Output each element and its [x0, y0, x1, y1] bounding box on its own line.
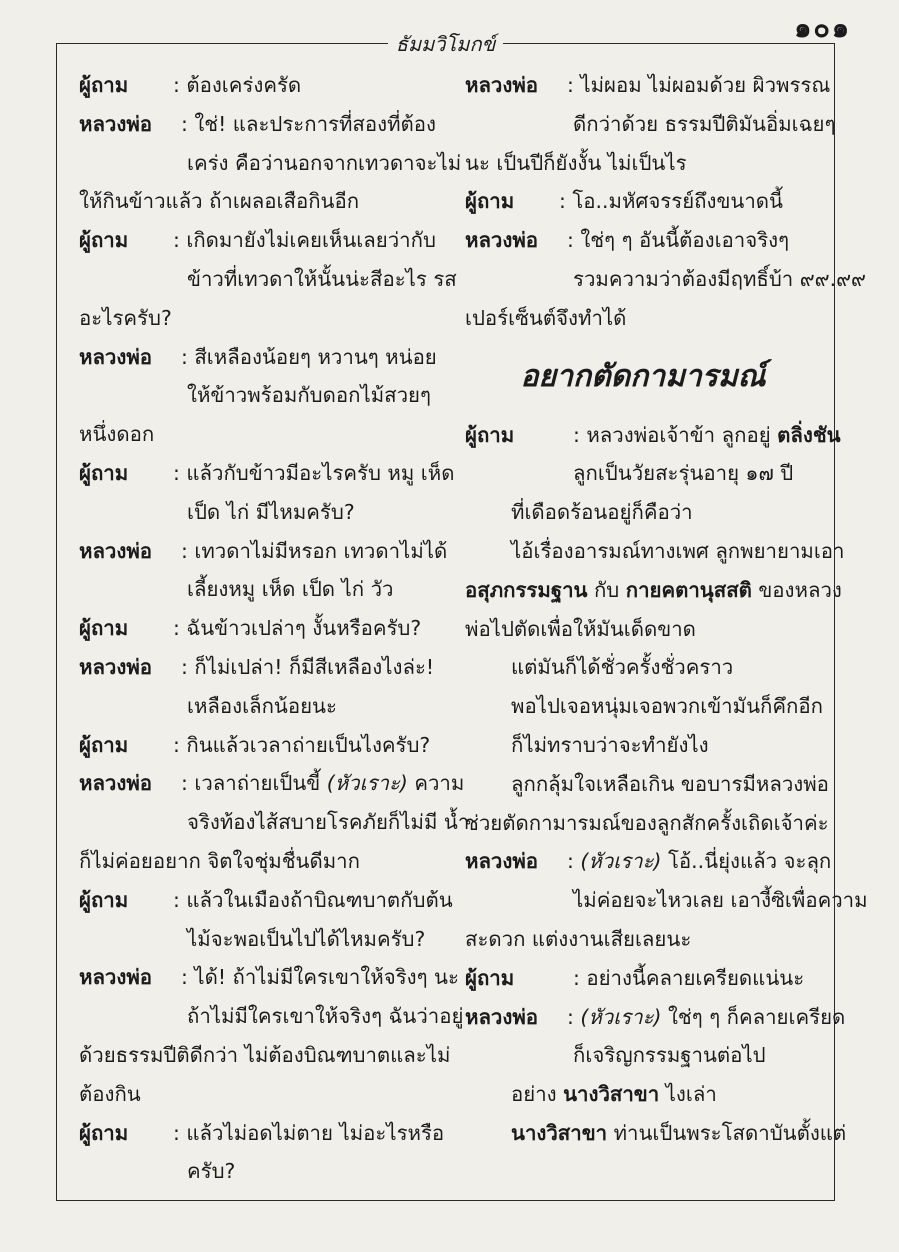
- text-line: [79, 532, 448, 571]
- text-line: [79, 1152, 435, 1191]
- text-line: [465, 648, 821, 687]
- right-column: [465, 66, 868, 1153]
- text-segment: : ใช่ๆ ๆ อันนี้ต้องเอาจริงๆ: [567, 228, 790, 253]
- page-number: ๑๐๑: [794, 13, 851, 44]
- text-segment: : ใช่! และประการที่สองที่ต้อง: [181, 111, 436, 136]
- text-segment: : ก็ไม่เปล่า! ก็มีสีเหลืองไงล่ะ!: [181, 654, 435, 679]
- text-segment: เลี้ยงหมู เห็ด เป็ด ไก่ วัว: [187, 577, 394, 602]
- text-segment: : ต้องเคร่งครัด: [173, 73, 302, 97]
- speaker-label: หลวงพ่อ: [79, 344, 153, 369]
- text-line: [79, 454, 455, 493]
- text-segment: ให้ข้าวพร้อมกับดอกไม้สวยๆ: [187, 383, 431, 408]
- speaker-label: หลวงพ่อ: [79, 111, 153, 136]
- text-segment: : สีเหลืองน้อยๆ หวานๆ หน่อย: [181, 344, 437, 369]
- text-line: [465, 804, 829, 843]
- text-segment: ใช่ๆ ๆ ก็คลายเครียด: [661, 1004, 846, 1029]
- speaker-label: หลวงพ่อ: [79, 771, 153, 796]
- text-line: [79, 299, 435, 338]
- text-segment: ข้าวที่เทวดาให้นั้นน่ะสีอะไร รส: [187, 266, 457, 291]
- text-line: [465, 765, 829, 804]
- text-line: [79, 1075, 435, 1114]
- text-line: [465, 532, 845, 571]
- speaker-label: ผู้ถาม: [79, 1120, 129, 1145]
- speaker-label: ผู้ถาม: [465, 422, 515, 447]
- speaker-label: หลวงพ่อ: [79, 965, 153, 990]
- text-segment: : ได้! ถ้าไม่มีใครเขาให้จริงๆ นะ: [181, 965, 459, 990]
- text-segment: :: [567, 849, 581, 874]
- text-segment: ด้วยธรรมปีติดีกว่า ไม่ต้องบิณฑบาตและไม่: [79, 1042, 451, 1067]
- text-segment: ไม่ค่อยจะไหวเลย เอางี้ซิเพื่อความ: [573, 888, 868, 913]
- text-segment: เป็ด ไก่ มีไหมครับ?: [187, 499, 355, 524]
- text-line: [465, 260, 866, 299]
- text-line: [79, 997, 464, 1036]
- speaker-label: ผู้ถาม: [465, 965, 515, 990]
- text-segment: สะดวก แต่งงานเสียเลยนะ: [465, 926, 692, 951]
- text-segment: : แล้วในเมืองถ้าบิณฑบาตกับต้น: [173, 887, 453, 912]
- text-line: [79, 1036, 451, 1075]
- page-frame: [56, 32, 868, 1201]
- text-line: [465, 842, 832, 881]
- text-line: [79, 609, 435, 648]
- text-segment: กับ: [587, 577, 626, 602]
- speaker-label: ผู้ถาม: [79, 887, 129, 912]
- running-head-text: ธัมมวิโมกข์: [388, 32, 504, 56]
- text-segment: รวมความว่าต้องมีฤทธิ์บ้า ๙๙.๙๙: [573, 266, 866, 291]
- text-segment: หนึ่งดอก: [79, 422, 155, 447]
- text-segment: ให้กินข้าวแล้ว ถ้าเผลอเสือกินอีก: [79, 189, 360, 214]
- speaker-label: หลวงพ่อ: [465, 228, 539, 253]
- speaker-label: หลวงพ่อ: [465, 1004, 539, 1029]
- text-line: [79, 881, 453, 920]
- speaker-label: หลวงพ่อ: [465, 849, 539, 874]
- text-line: [79, 66, 435, 105]
- text-segment: ถ้าไม่มีใครเขาให้จริงๆ ฉันว่าอยู่: [187, 1004, 464, 1029]
- text-segment: นะ เป็นปีก็ยังงั้น ไม่เป็นไร: [465, 150, 687, 175]
- italic-remark: (หัวเราะ): [580, 849, 662, 874]
- text-line: [79, 1114, 445, 1153]
- right-column-bottom: [465, 416, 868, 1153]
- text-line: [79, 648, 435, 687]
- text-line: [465, 610, 821, 649]
- text-segment: ที่เดือดร้อนอยู่ก็คือว่า: [511, 500, 693, 525]
- text-segment: ช่วยตัดกามารมณ์ของลูกสักครั้งเถิดเจ้าค่ะ: [465, 810, 829, 835]
- text-segment: เปอร์เซ็นต์จึงทำได้: [465, 305, 627, 330]
- text-segment: : ไม่ผอม ไม่ผอมด้วย ผิวพรรณ: [567, 73, 831, 97]
- text-line: [79, 144, 462, 183]
- text-line: [79, 687, 435, 726]
- text-line: [465, 144, 821, 183]
- text-segment: แต่มันก็ได้ชั่วครั้งชั่วคราว: [511, 655, 734, 680]
- text-segment: อะไรครับ?: [79, 305, 172, 330]
- speaker-label: หลวงพ่อ: [79, 538, 153, 563]
- text-line: [79, 726, 435, 765]
- text-segment: : แล้วไม่อดไม่ตาย ไม่อะไรหรือ: [173, 1120, 445, 1145]
- text-segment: ต้องกิน: [79, 1081, 141, 1106]
- bold-term: ตลิ่งชัน: [777, 422, 841, 447]
- text-line: [465, 493, 821, 532]
- italic-remark: (หัวเราะ): [580, 1004, 662, 1029]
- text-line: [465, 920, 821, 959]
- text-segment: จริงท้องไส้สบายโรคภัยก็ไม่มี น้ำ: [187, 810, 470, 835]
- text-line: [465, 299, 821, 338]
- running-head: [57, 28, 834, 60]
- speaker-label: หลวงพ่อ: [79, 654, 153, 679]
- text-segment: : อย่างนี้คลายเครียดแน่นะ: [573, 965, 805, 990]
- text-segment: ไงเล่า: [659, 1082, 717, 1107]
- text-line: [79, 958, 459, 997]
- text-line: [79, 764, 465, 803]
- bold-term: กายคตานุสสติ: [625, 577, 752, 602]
- text-line: [79, 260, 457, 299]
- text-segment: : เทวดาไม่มีหรอก เทวดาไม่ได้: [181, 538, 448, 563]
- speaker-label: ผู้ถาม: [465, 189, 515, 214]
- text-line: [465, 66, 831, 105]
- text-line: [465, 1036, 821, 1075]
- bold-term: อสุภกรรมฐาน: [465, 577, 588, 602]
- text-line: [79, 842, 435, 881]
- text-segment: เหลืองเล็กน้อยนะ: [187, 693, 337, 718]
- section-title: อยากตัดกามารมณ์: [520, 358, 766, 394]
- left-column: [79, 66, 470, 1191]
- text-line: [79, 338, 435, 377]
- text-segment: ก็ไม่ค่อยอยาก จิตใจชุ่มชื่นดีมาก: [79, 848, 360, 873]
- italic-remark: (หัวเราะ): [326, 771, 408, 796]
- speaker-label: หลวงพ่อ: [465, 73, 539, 97]
- right-column-top: [465, 66, 866, 338]
- bold-term: นางวิสาขา: [563, 1082, 660, 1107]
- text-line: [79, 376, 435, 415]
- text-line: [79, 182, 435, 221]
- text-line: [79, 493, 435, 532]
- bold-term: นางวิสาขา: [511, 1120, 608, 1145]
- text-segment: ก็เจริญกรรมฐานต่อไป: [573, 1043, 766, 1068]
- text-line: [465, 571, 842, 610]
- speaker-label: ผู้ถาม: [79, 73, 129, 97]
- text-segment: : เกิดมายังไม่เคยเห็นเลยว่ากับ: [173, 228, 436, 253]
- speaker-label: ผู้ถาม: [79, 228, 129, 253]
- text-line: [79, 920, 435, 959]
- text-segment: : เวลาถ่ายเป็นขี้: [181, 771, 327, 796]
- text-line: [465, 454, 821, 493]
- text-segment: : โอ..มหัศจรรย์ถึงขนาดนี้: [559, 189, 783, 214]
- text-line: [465, 998, 846, 1037]
- text-segment: : แล้วกับข้าวมีอะไรครับ หมู เห็ด: [173, 460, 455, 485]
- text-segment: ความ: [407, 771, 465, 796]
- text-segment: อย่าง: [511, 1082, 564, 1107]
- text-line: [465, 1075, 821, 1114]
- text-line: [465, 416, 841, 455]
- text-segment: เคร่ง คือว่านอกจากเทวดาจะไม่: [187, 150, 462, 175]
- text-line: [465, 182, 821, 221]
- text-line: [465, 687, 821, 726]
- text-line: [465, 221, 821, 260]
- text-segment: พ่อไปตัดเพื่อให้มันเด็ดขาด: [465, 616, 696, 641]
- text-line: [465, 105, 836, 144]
- text-segment: ครับ?: [187, 1159, 236, 1184]
- text-segment: โอ้..นี่ยุ่งแล้ว จะลุก: [661, 849, 832, 874]
- text-line: [79, 415, 435, 454]
- text-segment: พอไปเจอหนุ่มเจอพวกเข้ามันก็คึกอีก: [511, 694, 823, 719]
- text-line: [465, 881, 868, 920]
- text-segment: : กินแล้วเวลาถ่ายเป็นไงครับ?: [173, 732, 431, 757]
- speaker-label: ผู้ถาม: [79, 616, 129, 641]
- speaker-label: ผู้ถาม: [79, 732, 129, 757]
- text-line: [465, 726, 821, 765]
- text-line: [79, 105, 435, 144]
- text-line: [465, 1114, 847, 1153]
- text-segment: ลูกเป็นวัยสะรุ่นอายุ ๑๗ ปี: [573, 461, 794, 486]
- text-segment: ดีกว่าด้วย ธรรมปีติมันอิ่มเฉยๆ: [573, 111, 836, 136]
- text-line: [79, 803, 470, 842]
- text-segment: ลูกกลุ้มใจเหลือเกิน ขอบารมีหลวงพ่อ: [511, 771, 829, 796]
- speaker-label: ผู้ถาม: [79, 460, 129, 485]
- text-segment: ไม้จะพอเป็นไปได้ไหมครับ?: [187, 926, 426, 951]
- text-line: [79, 570, 435, 609]
- text-segment: : หลวงพ่อเจ้าข้า ลูกอยู่: [573, 422, 778, 447]
- text-line: [79, 221, 435, 260]
- text-line: [465, 959, 821, 998]
- text-segment: : ฉันข้าวเปล่าๆ งั้นหรือครับ?: [173, 616, 422, 641]
- text-segment: :: [567, 1004, 581, 1029]
- text-segment: ท่านเป็นพระโสดาบันตั้งแต่: [607, 1120, 847, 1145]
- text-segment: ของหลวง: [751, 577, 842, 602]
- text-segment: ไอ้เรื่องอารมณ์ทางเพศ ลูกพยายามเอา: [511, 538, 845, 563]
- text-segment: ก็ไม่ทราบว่าจะทำยังไง: [511, 732, 709, 757]
